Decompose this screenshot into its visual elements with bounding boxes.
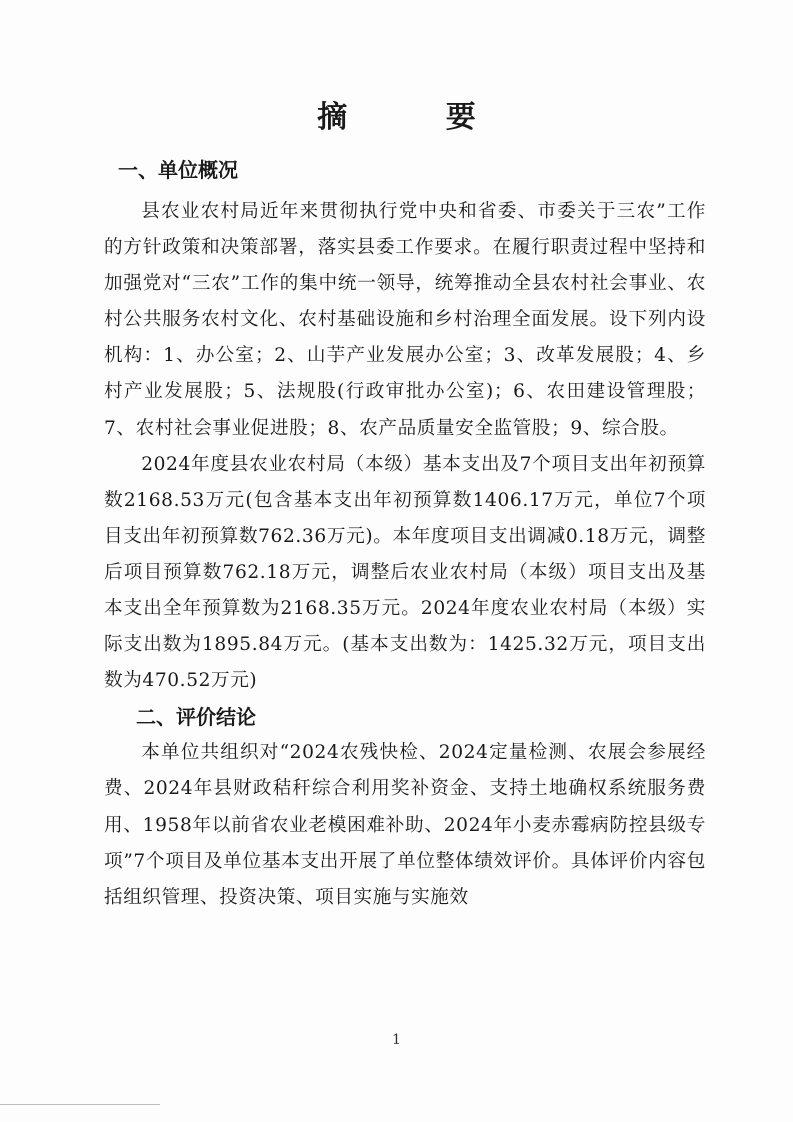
scan-edge-line bbox=[0, 1104, 160, 1105]
paragraph-budget: 2024年度县农业农村局（本级）基本支出及7个项目支出年初预算数2168.53万元(包含基本支出年初预算数1406.17万元，单位7个项目支出年初预算数762.36万元)。本年度项目支出调减0.18万元，调整后项目预算数762.18万元，调整后农业农村局（本级）项目支出及基本支出全年预算数为2168.35万元。2024年度农业农村局（本级）实际支出数为1895.84万元。(基本支出数为：1425.32万元，项目支出数为470.52万元) bbox=[104, 453, 706, 692]
paragraph-evaluation: 本单位共组织对“2024农残快检、2024定量检测、农展会参展经费、2024年县财政秸秆综合利用奖补资金、支持土地确权系统服务费用、1958年以前省农业老模困难补助、2024年小麦赤霉病防控县级专项”7个项目及单位基本支出开展了单位整体绩效评价。具体评价内容包括组织管理、投资决策、项目实施与实施效 bbox=[104, 742, 706, 908]
document-body bbox=[104, 152, 706, 916]
section-heading-unit-overview: 一、单位概况 bbox=[118, 158, 238, 182]
section-heading-evaluation-conclusion: 二、评价结论 bbox=[136, 705, 256, 730]
page-title: 摘 要 bbox=[317, 100, 520, 135]
paragraph-unit-overview: 县农业农村局近年来贯彻执行党中央和省委、市委关于三农”工作的方针政策和决策部署，落实县委工作要求。在履行职责过程中坚持和加强党对“三农”工作的集中统一领导，统筹推动全县农村社会事业、农村公共服务农村文化、农村基础设施和乡村治理全面发展。设下列内设机构：1、办公室；2、山芋产业发展办公室；3、改革发展股；4、乡村产业发展股；5、法规股(行政审批办公室)；6、农田建设管理股；7、农村社会事业促进股；8、农产品质量安全监管股；9、综合股。 bbox=[104, 201, 706, 439]
page-number: 1 bbox=[392, 1032, 401, 1048]
